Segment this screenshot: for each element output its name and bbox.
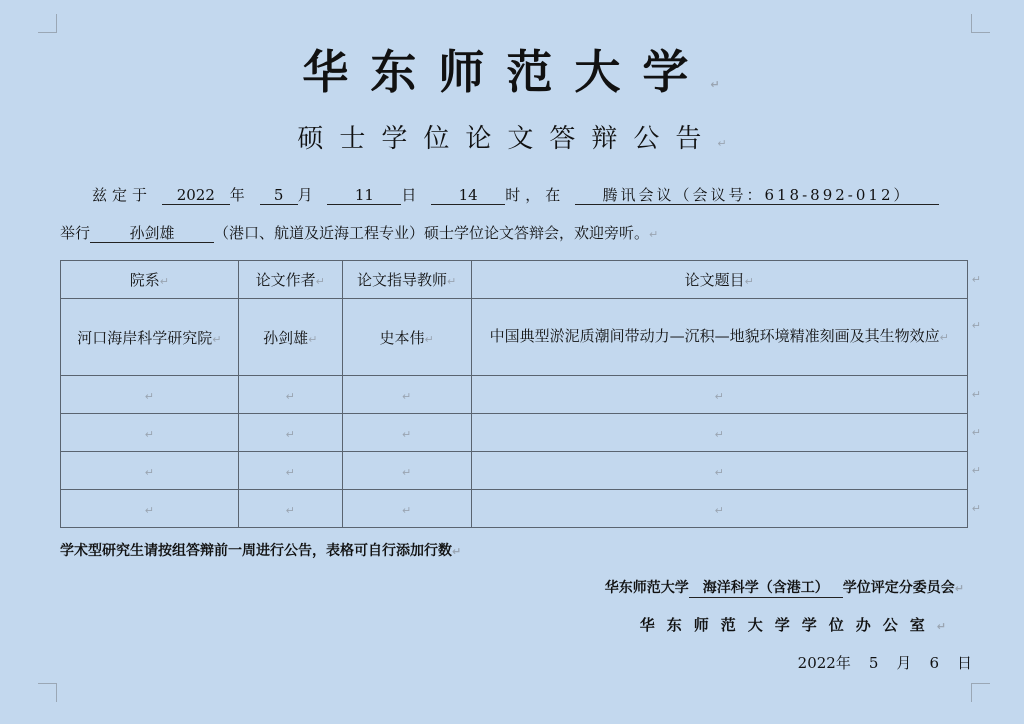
cell-author: ↵ (238, 452, 342, 490)
cell-author: ↵ (238, 376, 342, 414)
signature-suffix: 学位评定分委员会 (842, 580, 955, 596)
notice-held-suffix: （港口、航道及近海工程专业）硕士学位论文答辩会，欢迎旁听。 (214, 224, 650, 242)
date-month-unit: 月 (896, 654, 912, 672)
notice-month: 5 (260, 186, 298, 205)
cell-advisor: ↵ (342, 490, 471, 528)
paragraph-mark: ↵ (936, 620, 958, 633)
defense-table (60, 260, 981, 528)
table-header-row (61, 261, 968, 299)
date-day: 6 (929, 654, 939, 672)
notice-month-unit: 月 (297, 186, 318, 204)
crop-mark-top-right (971, 14, 990, 33)
notice-day: 11 (327, 186, 401, 205)
notice-line-date (92, 184, 939, 205)
crop-mark-bottom-left (38, 683, 57, 702)
cell-department: ↵ (61, 490, 239, 528)
subtitle-text: 硕士学位论文答辩公告 (297, 124, 718, 154)
cell-department: ↵ (61, 452, 239, 490)
notice-hour-unit: 时，在 (505, 186, 566, 204)
crop-mark-bottom-right (971, 683, 990, 702)
paragraph-mark: ↵ (452, 545, 462, 558)
date-year: 2022 (797, 654, 836, 672)
notice-year-unit: 年 (229, 186, 250, 204)
date-year-unit: 年 (835, 654, 851, 672)
notice-prefix: 兹定于 (92, 186, 153, 204)
cell-department: ↵ (61, 414, 239, 452)
cell-advisor: ↵ (342, 414, 471, 452)
cell-department: ↵ (61, 376, 239, 414)
notice-hour: 14 (431, 186, 505, 205)
paragraph-mark: ↵ (954, 582, 964, 595)
table-row (61, 452, 968, 490)
note-text: 学术型研究生请按组答辩前一周进行公告，表格可自行添加行数 (60, 543, 452, 559)
table-row (61, 299, 968, 376)
cell-thesis-title: ↵ ↵ (471, 490, 967, 528)
table-note (60, 540, 461, 560)
table-row (61, 414, 968, 452)
notice-held-prefix: 举行 (60, 224, 91, 242)
cell-thesis-title: ↵ ↵ (471, 414, 967, 452)
paragraph-mark: ↵ (649, 228, 659, 241)
table-row (61, 376, 968, 414)
signature-committee (605, 577, 964, 598)
signature-date (798, 652, 972, 673)
crop-mark-top-left (38, 14, 57, 33)
date-month: 5 (868, 654, 879, 672)
paragraph-mark: ↵ (710, 78, 742, 91)
notice-year: 2022 (162, 186, 230, 205)
header-thesis-title: 论文题目↵ ↵ (471, 261, 967, 299)
header-author: 论文作者↵ (238, 261, 342, 299)
paragraph-mark: ↵ (717, 137, 743, 150)
header-department: 院系↵ (61, 261, 239, 299)
cell-author: ↵ (238, 490, 342, 528)
date-day-unit: 日 (956, 654, 972, 672)
cell-thesis-title: ↵ ↵ (471, 452, 967, 490)
cell-thesis-title: 中国典型淤泥质潮间带动力—沉积—地貌环境精准刻画及其生物效应↵ ↵ (471, 299, 967, 376)
cell-department: 河口海岸科学研究院↵ (61, 299, 239, 376)
cell-advisor: ↵ (342, 452, 471, 490)
document-title (0, 36, 1024, 102)
cell-author: 孙剑雄↵ (238, 299, 342, 376)
cell-advisor: ↵ (342, 376, 471, 414)
signature-committee-name: 海洋科学（含港工） (689, 579, 843, 598)
table-row (61, 490, 968, 528)
cell-advisor: 史本伟↵ (342, 299, 471, 376)
header-advisor: 论文指导教师↵ (342, 261, 471, 299)
signature-office (640, 614, 958, 635)
cell-thesis-title: ↵ ↵ (471, 376, 967, 414)
cell-author: ↵ (238, 414, 342, 452)
notice-day-unit: 日 (401, 186, 422, 204)
notice-line-student (60, 222, 658, 243)
signature-univ: 华东师范大学 (604, 580, 689, 596)
notice-venue: 腾讯会议（会议号：618-892-012） (575, 186, 939, 205)
title-text: 华东师范大学 (302, 45, 711, 99)
signature-office-text: 华东师范大学学位办公室 (639, 616, 937, 634)
document-subtitle (0, 118, 1024, 155)
notice-student: 孙剑雄 (90, 224, 214, 243)
